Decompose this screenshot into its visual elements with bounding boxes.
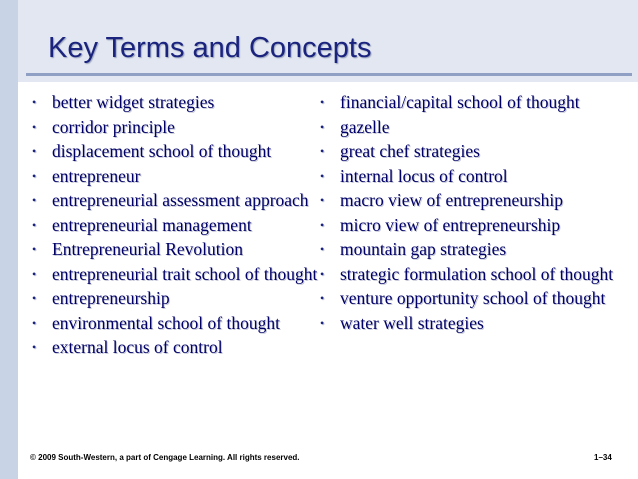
term-text: better widget strategies	[52, 92, 215, 112]
list-item	[318, 214, 630, 237]
term-text: entrepreneurial management	[52, 214, 252, 235]
list-item	[318, 116, 630, 139]
list-item	[30, 238, 320, 261]
list-item	[318, 263, 630, 286]
slide-title: Key Terms and Concepts	[48, 32, 372, 64]
page-number: 1–34	[594, 453, 612, 462]
term-text: corridor principle	[52, 116, 175, 137]
bullet-icon: •	[32, 315, 37, 330]
bullet-icon: •	[32, 95, 37, 109]
list-item	[30, 287, 320, 310]
list-item	[318, 91, 630, 114]
term-text: macro view of entrepreneurship	[340, 190, 564, 210]
bullet-icon: •	[32, 340, 37, 354]
term-text: strategic formulation school of thought	[340, 263, 614, 284]
list-item	[318, 140, 630, 163]
bullet-icon: •	[32, 119, 37, 134]
bullet-icon: •	[32, 291, 37, 305]
term-text: entrepreneurial trait school of thought	[52, 263, 318, 284]
list-item	[318, 312, 630, 335]
bullet-icon: •	[32, 193, 37, 207]
term-text: displacement school of thought	[52, 141, 272, 161]
term-text: gazelle	[340, 116, 390, 137]
list-item	[318, 238, 630, 261]
term-text: entrepreneurship	[52, 288, 170, 308]
list-item	[318, 189, 630, 212]
term-text: water well strategies	[340, 312, 484, 333]
bullet-icon: •	[32, 168, 37, 183]
term-text: Entrepreneurial Revolution	[52, 239, 243, 259]
bullet-icon: •	[320, 242, 325, 256]
list-item	[30, 140, 320, 163]
term-text: financial/capital school of thought	[340, 92, 580, 112]
bullet-icon: •	[320, 193, 325, 207]
bullet-icon: •	[32, 266, 37, 281]
bullet-icon: •	[32, 217, 37, 232]
term-text: internal locus of control	[340, 165, 508, 186]
bullet-icon: •	[32, 242, 37, 256]
slide-left-bar	[0, 0, 18, 479]
list-item	[30, 189, 320, 212]
term-text: external locus of control	[52, 337, 223, 357]
bullet-icon: •	[320, 95, 325, 109]
list-item	[30, 336, 320, 359]
right-term-list	[318, 91, 630, 336]
bullet-icon: •	[32, 144, 37, 158]
bullet-icon: •	[320, 168, 325, 183]
list-item	[318, 287, 630, 310]
list-item	[30, 312, 320, 335]
term-text: environmental school of thought	[52, 312, 280, 333]
bullet-icon: •	[320, 217, 325, 232]
list-item	[30, 91, 320, 114]
list-item	[318, 165, 630, 188]
list-item	[30, 116, 320, 139]
term-text: great chef strategies	[340, 141, 480, 161]
term-text: entrepreneur	[52, 165, 141, 186]
bullet-icon: •	[320, 144, 325, 158]
list-item	[30, 263, 320, 286]
term-text: entrepreneurial assessment approach	[52, 190, 309, 210]
term-text: venture opportunity school of thought	[340, 288, 606, 308]
copyright-notice: © 2009 South-Western, a part of Cengage Learning. All rights reserved.	[30, 453, 300, 462]
bullet-icon: •	[320, 291, 325, 305]
list-item	[30, 165, 320, 188]
list-item	[30, 214, 320, 237]
term-text: mountain gap strategies	[340, 239, 507, 259]
left-term-list	[30, 91, 320, 361]
title-underline	[26, 73, 632, 76]
bullet-icon: •	[320, 315, 325, 330]
term-text: micro view of entrepreneurship	[340, 214, 561, 235]
bullet-icon: •	[320, 119, 325, 134]
bullet-icon: •	[320, 266, 325, 281]
